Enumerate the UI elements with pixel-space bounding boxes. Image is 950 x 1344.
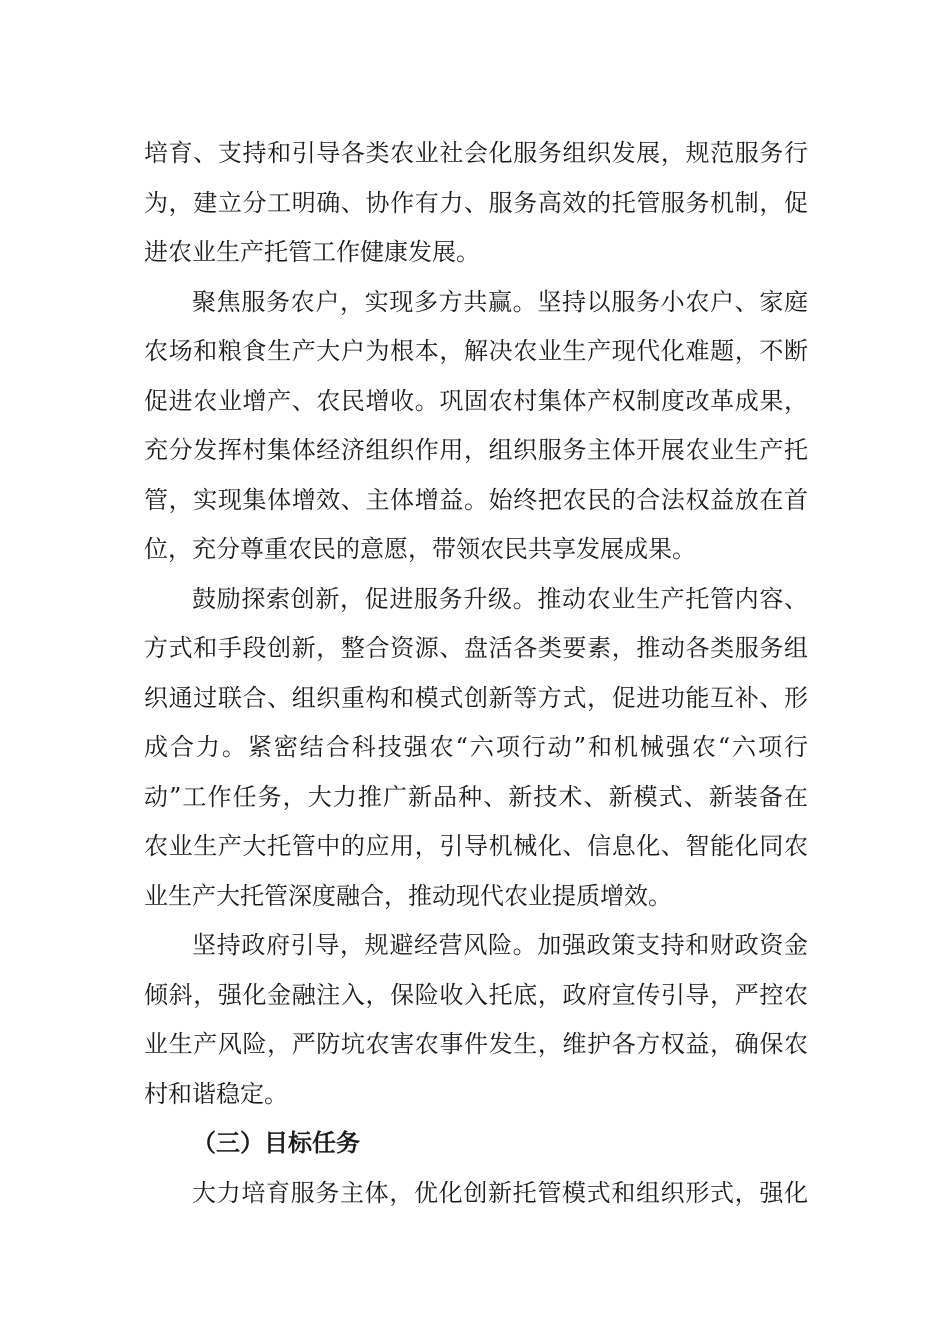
section-heading: （三）目标任务 bbox=[192, 1129, 360, 1157]
text-line: 为，建立分工明确、协作有力、服务高效的托管服务机制，促 bbox=[144, 188, 808, 217]
text-line: 倾斜，强化金融注入，保险收入托底，政府宣传引导，严控农 bbox=[144, 980, 808, 1009]
text-line: 织通过联合、组织重构和模式创新等方式，促进功能互补、形 bbox=[144, 683, 808, 712]
text-line: 鼓励探索创新，促进服务升级。推动农业生产托管内容、 bbox=[192, 584, 808, 613]
text-line: 充分发挥村集体经济组织作用，组织服务主体开展农业生产托 bbox=[144, 436, 808, 464]
text-line: 促进农业增产、农民增收。巩固农村集体产权制度改革成果， bbox=[144, 386, 808, 415]
text-line: 业生产风险，严防坑农害农事件发生，维护各方权益，确保农 bbox=[144, 1030, 808, 1058]
paragraph-innovation bbox=[144, 575, 808, 922]
text-line: 大力培育服务主体，优化创新托管模式和组织形式，强化 bbox=[192, 1178, 808, 1207]
text-line: 方式和手段创新，整合资源、盘活各类要素，推动各类服务组 bbox=[144, 634, 808, 662]
text-line: 村和谐稳定。 bbox=[144, 1079, 288, 1108]
text-line: 成合力。紧密结合科技强农“六项行动”和机械强农“六项行 bbox=[144, 733, 808, 761]
text-line: 业生产大托管深度融合，推动现代农业提质增效。 bbox=[144, 881, 672, 910]
document-body bbox=[144, 129, 808, 1218]
text-line: 进农业生产托管工作健康发展。 bbox=[144, 238, 480, 266]
text-line: 农业生产大托管中的应用，引导机械化、信息化、智能化同农 bbox=[144, 832, 808, 860]
text-line: 坚持政府引导，规避经营风险。加强政策支持和财政资金 bbox=[192, 931, 808, 959]
text-line: 管，实现集体增效、主体增益。始终把农民的合法权益放在首 bbox=[144, 485, 808, 514]
paragraph-target-tasks bbox=[144, 1169, 808, 1219]
text-line: 培育、支持和引导各类农业社会化服务组织发展，规范服务行 bbox=[144, 139, 808, 167]
paragraph-service-organizations bbox=[144, 129, 808, 278]
text-line: 位，充分尊重农民的意愿，带领农民共享发展成果。 bbox=[144, 535, 696, 563]
text-line: 农场和粮食生产大户为根本，解决农业生产现代化难题，不断 bbox=[144, 337, 808, 365]
paragraph-focus-farmers bbox=[144, 278, 808, 575]
paragraph-government-guidance bbox=[144, 921, 808, 1119]
text-line: 动”工作任务，大力推广新品种、新技术、新模式、新装备在 bbox=[144, 782, 808, 811]
text-line: 聚焦服务农户，实现多方共赢。坚持以服务小农户、家庭 bbox=[192, 287, 808, 316]
